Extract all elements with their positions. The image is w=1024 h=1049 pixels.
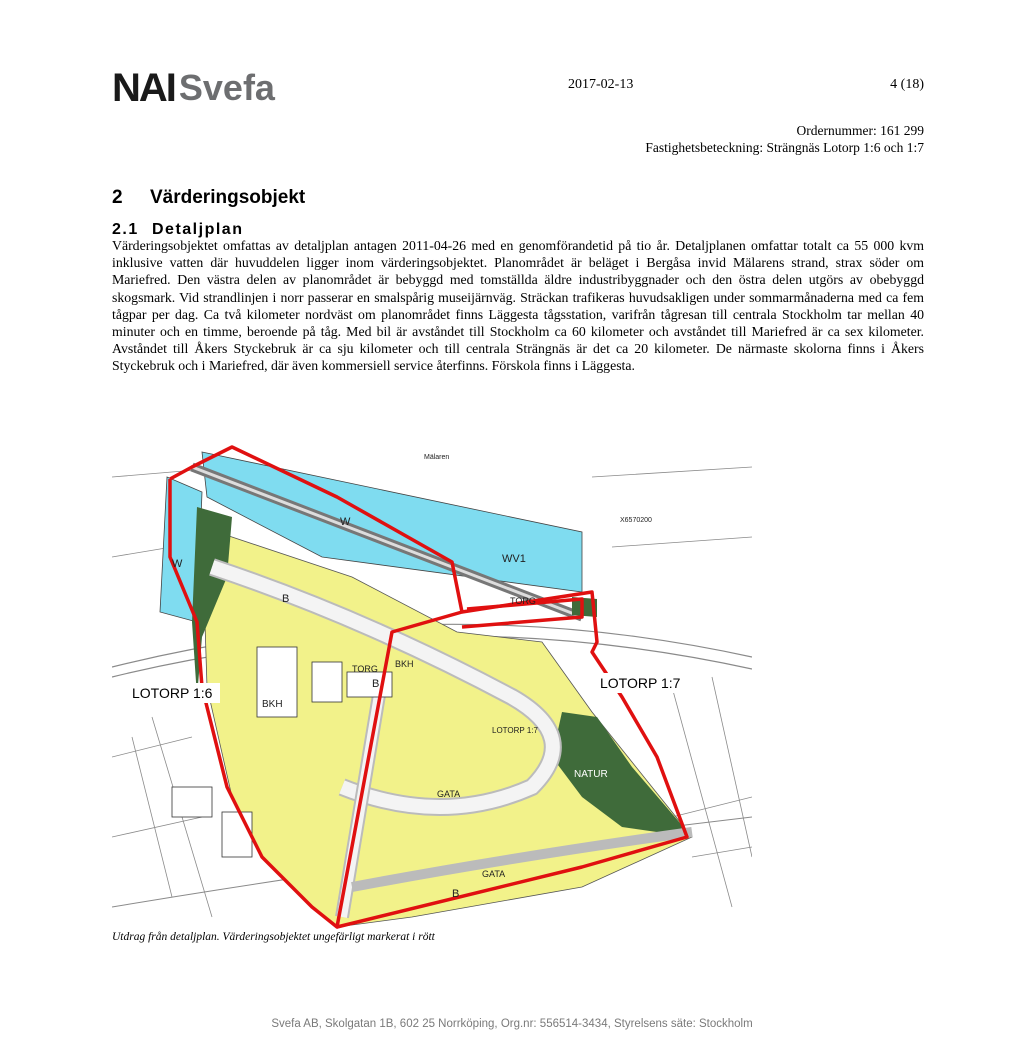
section-number: 2 [112, 187, 123, 208]
body-paragraph: Värderingsobjektet omfattas av detaljplan antagen 2011-04-26 med en genomförandetid på tio år. Detaljplanen omfattar totalt ca 55 000 kvm inklusive vatten där huvuddelen ligger inom värderingsobjektet. Planområdet är beläget i Bergåsa invid Mälarens strand, strax söder om Mariefred. Den västra delen av planområdet är bebyggd med tomställda äldre industribyggnader och den östra delen utgörs av obebyggd skogsmark. Vid strandlinjen i norr passerar en smalspårig museijärnväg. Sträckan trafikeras huvudsakligen under sommarmånaderna med ca fem tågpar per dag. Ca två kilometer nordväst om planområdet finns Läggesta tågsstation, varifrån tågresan till centrala Stockholm tar mellan 40 minuter och en timme, beroende på tåg. Med bil är avståndet till Stockholm ca 60 kilometer och avståndet till Mariefred är ca sex kilometer. Avståndet till Åkers Styckebruk är ca sju kilometer och till centrala Strängnäs är det ca 20 kilometer. De närmaste skolorna finns i Åkers Styckebruk och i Mariefred, där även kommersiell service återfinns. Förskola finns i Läggesta. [112, 238, 924, 374]
map-label-bkh-2: BKH [395, 659, 414, 669]
map-label-b: B [372, 678, 380, 690]
map-label-bkh: BKH [262, 699, 283, 710]
section-heading [112, 187, 305, 209]
section-title: Värderingsobjekt [150, 187, 306, 208]
map-label-torg: TORG [510, 596, 536, 606]
logo-svefa: Svefa [178, 67, 275, 108]
map-label-gata: GATA [437, 789, 461, 799]
subsection-number: 2.1 [112, 221, 139, 238]
detail-plan-map [112, 437, 752, 930]
map-label-gata-2: GATA [482, 869, 506, 879]
map-label-torg-2: TORG [352, 664, 378, 674]
map-label-w-west: W [172, 558, 183, 570]
map-label-lotorp-inner: LOTORP 1:7 [492, 726, 538, 735]
map-label-lotorp-16: LOTORP 1:6 [124, 683, 220, 703]
map-label-b2: B [282, 593, 290, 605]
document-date: 2017-02-13 [568, 77, 634, 92]
page-footer: Svefa AB, Skolgatan 1B, 602 25 Norrköping, Org.nr: 556514-3434, Styrelsens säte: Stockholm [271, 1018, 753, 1030]
page-number: 4 (18) [890, 77, 924, 92]
map-coordinate: X6570200 [620, 517, 652, 524]
logo-nai: NAI [112, 66, 175, 110]
map-label-b3: B [452, 888, 460, 900]
map-label-natur: NATUR [574, 769, 608, 780]
order-number: Ordernummer: 161 299 [796, 123, 924, 138]
map-label-lotorp-17: LOTORP 1:7 [592, 673, 688, 693]
map-caption: Utdrag från detaljplan. Värderingsobjektet ungefärligt markerat i rött [112, 931, 435, 943]
company-logo [112, 66, 275, 110]
map-label-water: Mälaren [424, 454, 450, 461]
property-designation: Fastighetsbeteckning: Strängnäs Lotorp 1:6 och 1:7 [645, 140, 924, 155]
map-label-w: W [340, 516, 351, 528]
map-label-wv: WV1 [502, 553, 526, 565]
subsection-title: Detaljplan [152, 221, 244, 238]
order-info [645, 122, 924, 156]
